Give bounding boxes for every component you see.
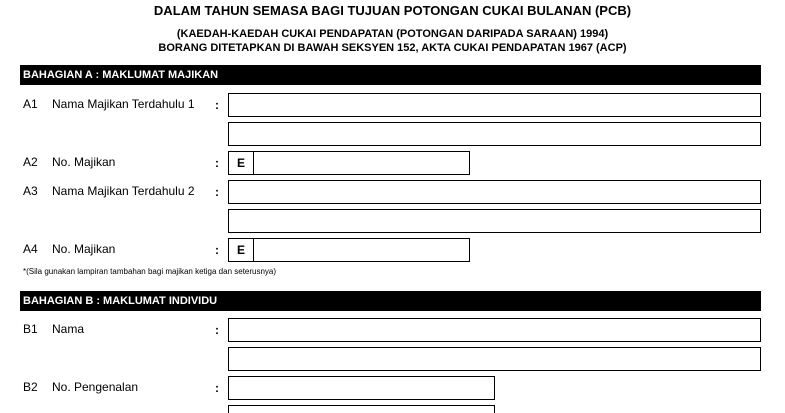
row-b2-label: No. Pengenalan [52,380,139,394]
additional-employers-note: *(Sila gunakan lampiran tambahan bagi majikan ketiga dan seterusnya) [23,267,277,276]
row-a4-label: No. Majikan [52,242,116,256]
name-line-2-input[interactable] [228,347,761,371]
row-a1-label: Nama Majikan Terdahulu 1 [52,97,195,111]
row-a2-label: No. Majikan [52,155,116,169]
row-b1-code: B1 [23,322,38,336]
row-b1-colon: : [215,323,219,337]
section-a-header: BAHAGIAN A : MAKLUMAT MAJIKAN [20,65,761,85]
row-b2-code: B2 [23,380,38,394]
name-line-1-input[interactable] [228,318,761,342]
employer-2-number-input[interactable] [228,238,470,262]
previous-employer-1-name-line-1-input[interactable] [228,93,761,117]
form-subtitle-act: BORANG DITETAPKAN DI BAWAH SEKSYEN 152, AKTA CUKAI PENDAPATAN 1967 (ACP) [158,42,627,54]
row-a1-colon: : [215,98,219,112]
employer-number-prefix: E [229,152,254,174]
section-b-header: BAHAGIAN B : MAKLUMAT INDIVIDU [20,291,761,311]
form-title: DALAM TAHUN SEMASA BAGI TUJUAN POTONGAN CUKAI BULANAN (PCB) [153,3,632,18]
previous-employer-1-name-line-2-input[interactable] [228,122,761,146]
previous-employer-2-name-line-1-input[interactable] [228,180,761,204]
row-a3-label: Nama Majikan Terdahulu 2 [52,184,195,198]
row-a3-code: A3 [23,184,38,198]
row-a4-colon: : [215,243,219,257]
row-a2-code: A2 [23,155,38,169]
form-subtitle-rules: (KAEDAH-KAEDAH CUKAI PENDAPATAN (POTONGAN DARIPADA SARAAN) 1994) [176,28,609,40]
row-a3-colon: : [215,185,219,199]
row-b2-colon: : [215,381,219,395]
next-field-input[interactable] [228,405,495,413]
row-a1-code: A1 [23,97,38,111]
employer-number-prefix: E [229,239,254,261]
row-a4-code: A4 [23,242,38,256]
previous-employer-2-name-line-2-input[interactable] [228,209,761,233]
row-b1-label: Nama [52,322,85,336]
employer-1-number-input[interactable] [228,151,470,175]
identification-number-input[interactable] [228,376,495,400]
row-a2-colon: : [215,156,219,170]
